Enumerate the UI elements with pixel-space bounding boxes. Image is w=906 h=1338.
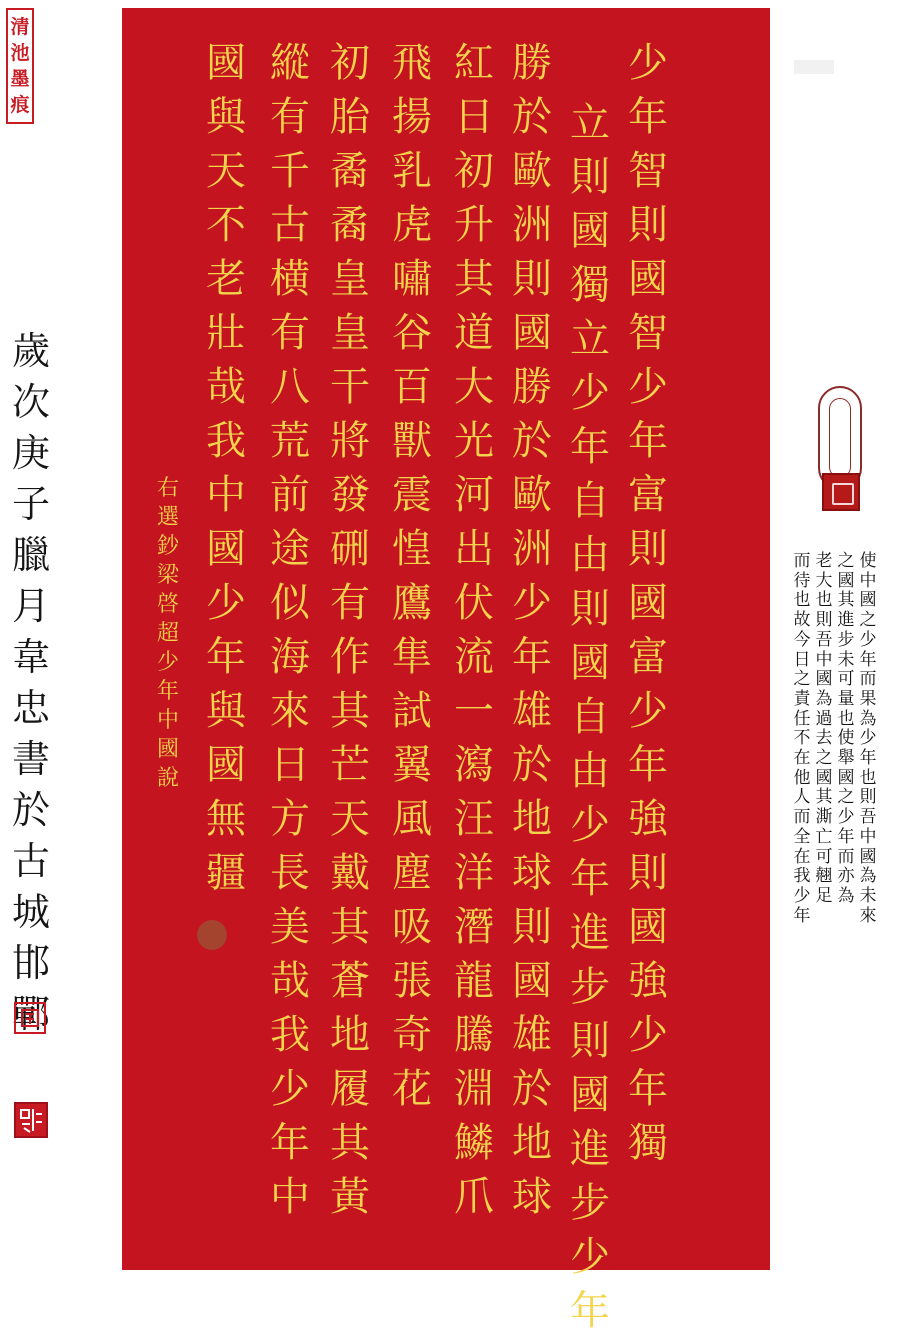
signature-character: 次 (11, 380, 50, 424)
verse-character: 不 (206, 202, 246, 248)
side-inscription-column (858, 552, 878, 926)
name-seal-upper (14, 1002, 46, 1034)
verse-character: 一 (454, 688, 494, 734)
side-character: 未 (859, 885, 877, 906)
verse-character: 其 (454, 256, 494, 302)
verse-character: 少 (628, 688, 668, 734)
side-character: 而 (793, 807, 811, 828)
square-seal (822, 473, 860, 511)
verse-character: 揚 (392, 94, 432, 140)
verse-character: 谷 (392, 310, 432, 356)
verse-character: 勝 (512, 364, 552, 410)
side-character: 責 (793, 688, 811, 709)
verse-character: 矞 (330, 148, 370, 194)
verse-character: 年 (628, 742, 668, 788)
verse-character: 由 (570, 532, 610, 578)
verse-character: 震 (392, 472, 432, 518)
verse-character: 步 (570, 964, 610, 1010)
round-seal (197, 920, 227, 950)
side-character: 為 (815, 688, 833, 709)
note-character: 國 (156, 737, 179, 762)
verse-character: 則 (628, 526, 668, 572)
verse-character: 則 (628, 202, 668, 248)
verse-character: 富 (628, 634, 668, 680)
verse-character: 有 (330, 580, 370, 626)
verse-character: 吸 (392, 904, 432, 950)
verse-character: 進 (570, 910, 610, 956)
source-note (154, 474, 182, 793)
side-character: 之 (815, 748, 833, 769)
verse-character: 淵 (454, 1066, 494, 1112)
verse-character: 雄 (512, 1012, 552, 1058)
signature-character: 忠 (11, 686, 50, 730)
verse-character: 地 (512, 796, 552, 842)
verse-character: 潛 (454, 904, 494, 950)
verse-character: 地 (512, 1120, 552, 1166)
note-character: 中 (156, 708, 179, 733)
verse-character: 中 (270, 1174, 310, 1220)
verse-character: 少 (512, 580, 552, 626)
verse-character: 步 (570, 1180, 610, 1226)
side-character: 老 (815, 551, 833, 571)
side-character: 量 (837, 688, 855, 709)
verse-character: 少 (570, 802, 610, 848)
verse-character: 隼 (392, 634, 432, 680)
verse-character: 勝 (512, 40, 552, 86)
verse-character: 則 (628, 850, 668, 896)
verse-character: 海 (270, 634, 310, 680)
side-character: 待 (793, 570, 811, 591)
verse-character: 我 (206, 418, 246, 464)
verse-character: 千 (270, 148, 310, 194)
side-character: 年 (793, 905, 811, 926)
verse-character: 張 (392, 958, 432, 1004)
verse-character: 壯 (206, 310, 246, 356)
verse-character: 國 (570, 208, 610, 254)
note-character: 右 (156, 476, 179, 501)
side-character: 他 (793, 767, 811, 788)
verse-character: 道 (454, 310, 494, 356)
signature-character: 韋 (11, 635, 50, 679)
side-character: 進 (837, 610, 855, 631)
note-character: 選 (156, 505, 179, 530)
side-character: 不 (793, 728, 811, 749)
verse-character: 流 (454, 634, 494, 680)
verse-character: 強 (628, 958, 668, 1004)
side-character: 之 (837, 551, 855, 571)
verse-character: 風 (392, 796, 432, 842)
verse-character: 獸 (392, 418, 432, 464)
side-character: 中 (859, 826, 877, 847)
verse-character: 黃 (330, 1174, 370, 1220)
verse-character: 年 (570, 1288, 610, 1334)
verse-character: 蒼 (330, 958, 370, 1004)
verse-character: 少 (206, 580, 246, 626)
side-character: 年 (859, 649, 877, 670)
note-character: 超 (156, 621, 179, 646)
side-character: 足 (815, 885, 833, 906)
verse-character: 硎 (330, 526, 370, 572)
note-character: 少 (156, 650, 179, 675)
verse-character: 方 (270, 796, 310, 842)
side-character: 而 (793, 551, 811, 571)
verse-character: 途 (270, 526, 310, 572)
verse-character: 試 (392, 688, 432, 734)
verse-character: 少 (628, 40, 668, 86)
verse-character: 於 (512, 94, 552, 140)
verse-column (388, 36, 436, 1116)
verse-character: 龍 (454, 958, 494, 1004)
side-character: 未 (837, 649, 855, 670)
verse-character: 乳 (392, 148, 432, 194)
signature-character: 於 (11, 788, 50, 832)
verse-character: 塵 (392, 850, 432, 896)
verse-character: 光 (454, 418, 494, 464)
verse-character: 國 (206, 40, 246, 86)
verse-character: 獨 (628, 1120, 668, 1166)
seal-character: 池 (10, 42, 30, 64)
verse-character: 富 (628, 472, 668, 518)
verse-character: 騰 (454, 1012, 494, 1058)
verse-character: 飛 (392, 40, 432, 86)
seal-glyph-icon (16, 1104, 46, 1136)
side-character: 國 (837, 767, 855, 788)
scan-artifact (794, 60, 834, 74)
verse-character: 翼 (392, 742, 432, 788)
verse-character: 前 (270, 472, 310, 518)
side-character: 則 (815, 610, 833, 631)
side-character: 之 (837, 787, 855, 808)
side-inscription-column (836, 552, 856, 907)
signature-character: 古 (11, 839, 50, 883)
verse-character: 有 (270, 94, 310, 140)
verse-character: 國 (206, 742, 246, 788)
verse-character: 汪 (454, 796, 494, 842)
side-character: 吾 (859, 807, 877, 828)
verse-character: 則 (570, 154, 610, 200)
seal-character: 痕 (10, 94, 30, 116)
side-character: 舉 (837, 748, 855, 769)
verse-character: 國 (628, 580, 668, 626)
verse-character: 惶 (392, 526, 432, 572)
verse-character: 有 (270, 310, 310, 356)
verse-character: 初 (454, 148, 494, 194)
verse-character: 爪 (454, 1174, 494, 1220)
verse-character: 縱 (270, 40, 310, 86)
verse-character: 其 (330, 688, 370, 734)
side-character: 年 (837, 826, 855, 847)
side-character: 使 (859, 551, 877, 571)
verse-character: 將 (330, 418, 370, 464)
verse-character: 少 (570, 370, 610, 416)
verse-character: 國 (512, 958, 552, 1004)
side-character: 國 (815, 767, 833, 788)
side-character: 過 (815, 708, 833, 729)
verse-character: 出 (454, 526, 494, 572)
name-seal-lower (14, 1102, 48, 1138)
verse-character: 自 (570, 694, 610, 740)
verse-character: 國 (570, 640, 610, 686)
side-character: 其 (815, 787, 833, 808)
verse-character: 疆 (206, 850, 246, 896)
verse-character: 國 (206, 526, 246, 572)
side-character: 為 (859, 866, 877, 887)
verse-character: 歐 (512, 148, 552, 194)
note-character: 啓 (156, 592, 179, 617)
side-character: 澌 (815, 807, 833, 828)
side-character: 則 (859, 787, 877, 808)
verse-character: 則 (570, 586, 610, 632)
note-character: 梁 (156, 563, 179, 588)
side-character: 亡 (815, 826, 833, 847)
signature-character: 城 (11, 890, 50, 934)
side-character: 少 (859, 728, 877, 749)
verse-character: 球 (512, 850, 552, 896)
verse-character: 百 (392, 364, 432, 410)
side-character: 可 (837, 669, 855, 690)
side-character: 果 (859, 688, 877, 709)
verse-character: 無 (206, 796, 246, 842)
verse-character: 年 (628, 94, 668, 140)
verse-character: 干 (330, 364, 370, 410)
side-character: 故 (793, 610, 811, 631)
verse-character: 皇 (330, 310, 370, 356)
side-character: 在 (793, 748, 811, 769)
side-character: 為 (859, 708, 877, 729)
side-character: 全 (793, 826, 811, 847)
verse-character: 年 (570, 856, 610, 902)
verse-character: 鷹 (392, 580, 432, 626)
side-character: 少 (793, 885, 811, 906)
side-character: 也 (837, 708, 855, 729)
signature-character: 庚 (11, 431, 50, 475)
verse-character: 由 (570, 748, 610, 794)
side-character: 我 (793, 866, 811, 887)
side-character: 年 (859, 748, 877, 769)
signature-character: 書 (11, 737, 50, 781)
verse-character: 洲 (512, 526, 552, 572)
verse-character: 升 (454, 202, 494, 248)
verse-character: 瀉 (454, 742, 494, 788)
side-character: 國 (815, 669, 833, 690)
verse-character: 國 (570, 1072, 610, 1118)
verse-character: 立 (570, 316, 610, 362)
side-inscription-column (814, 552, 834, 907)
side-character: 為 (837, 885, 855, 906)
verse-character: 國 (628, 256, 668, 302)
note-character: 鈔 (156, 534, 179, 559)
verse-character: 則 (512, 256, 552, 302)
verse-character: 少 (570, 1234, 610, 1280)
signature-character: 邯 (11, 941, 50, 985)
verse-character: 花 (392, 1066, 432, 1112)
verse-column (266, 36, 314, 1224)
side-character: 中 (815, 649, 833, 670)
verse-character: 年 (512, 634, 552, 680)
side-character: 在 (793, 846, 811, 867)
verse-character: 胎 (330, 94, 370, 140)
verse-character: 與 (206, 688, 246, 734)
side-character: 亦 (837, 866, 855, 887)
verse-character: 於 (512, 418, 552, 464)
side-character: 中 (859, 570, 877, 591)
verse-character: 歐 (512, 472, 552, 518)
verse-character: 年 (206, 634, 246, 680)
verse-column (326, 36, 374, 1224)
verse-character: 智 (628, 310, 668, 356)
verse-character: 皇 (330, 256, 370, 302)
seal-glyph-icon (19, 1007, 41, 1029)
verse-character: 少 (628, 364, 668, 410)
verse-character: 其 (330, 904, 370, 950)
verse-character: 芒 (330, 742, 370, 788)
verse-column (566, 96, 614, 1338)
side-character: 而 (837, 846, 855, 867)
verse-character: 天 (206, 148, 246, 194)
signature-character: 子 (11, 482, 50, 526)
side-character: 而 (859, 669, 877, 690)
verse-character: 來 (270, 688, 310, 734)
verse-character: 年 (570, 424, 610, 470)
side-character: 大 (815, 570, 833, 591)
verse-character: 美 (270, 904, 310, 950)
side-inscription-column (792, 552, 812, 926)
verse-character: 洲 (512, 202, 552, 248)
verse-character: 國 (512, 310, 552, 356)
verse-character: 國 (628, 904, 668, 950)
verse-character: 地 (330, 1012, 370, 1058)
verse-column (450, 36, 498, 1224)
verse-character: 天 (330, 796, 370, 842)
seal-character: 清 (10, 16, 30, 38)
verse-character: 立 (570, 100, 610, 146)
verse-character: 哉 (270, 958, 310, 1004)
side-character: 也 (793, 590, 811, 611)
side-character: 國 (859, 846, 877, 867)
side-character: 少 (837, 807, 855, 828)
verse-character: 少 (270, 1066, 310, 1112)
verse-character: 少 (628, 1012, 668, 1058)
side-character: 可 (815, 846, 833, 867)
verse-character: 其 (330, 1120, 370, 1166)
signature-character: 鄲 (11, 992, 50, 1036)
seal-tag-top-left (6, 8, 34, 124)
verse-character: 作 (330, 634, 370, 680)
verse-character: 日 (454, 94, 494, 140)
verse-character: 日 (270, 742, 310, 788)
signature-character: 臘 (11, 533, 50, 577)
side-character: 也 (859, 767, 877, 788)
signature-character: 歲 (11, 329, 50, 373)
verse-character: 球 (512, 1174, 552, 1220)
verse-character: 發 (330, 472, 370, 518)
verse-character: 雄 (512, 688, 552, 734)
verse-character: 似 (270, 580, 310, 626)
verse-character: 荒 (270, 418, 310, 464)
verse-character: 奇 (392, 1012, 432, 1058)
side-character: 也 (815, 590, 833, 611)
verse-character: 獨 (570, 262, 610, 308)
verse-character: 則 (512, 904, 552, 950)
note-character: 年 (156, 679, 179, 704)
verse-character: 老 (206, 256, 246, 302)
verse-character: 大 (454, 364, 494, 410)
side-character: 其 (837, 590, 855, 611)
verse-character: 河 (454, 472, 494, 518)
verse-column (508, 36, 556, 1224)
verse-character: 履 (330, 1066, 370, 1112)
verse-character: 強 (628, 796, 668, 842)
verse-character: 矞 (330, 202, 370, 248)
side-character: 之 (793, 669, 811, 690)
signature-character: 月 (11, 584, 50, 628)
side-character: 國 (859, 590, 877, 611)
side-character: 日 (793, 649, 811, 670)
verse-character: 年 (628, 1066, 668, 1112)
verse-character: 虎 (392, 202, 432, 248)
seal-character: 墨 (10, 68, 30, 90)
verse-character: 年 (270, 1120, 310, 1166)
verse-character: 與 (206, 94, 246, 140)
verse-character: 古 (270, 202, 310, 248)
note-character: 說 (156, 766, 179, 791)
side-character: 任 (793, 708, 811, 729)
verse-character: 八 (270, 364, 310, 410)
verse-character: 我 (270, 1012, 310, 1058)
verse-character: 紅 (454, 40, 494, 86)
side-character: 少 (859, 629, 877, 650)
verse-character: 智 (628, 148, 668, 194)
verse-character: 於 (512, 742, 552, 788)
verse-character: 中 (206, 472, 246, 518)
verse-column (624, 36, 672, 1170)
side-character: 步 (837, 629, 855, 650)
verse-column (202, 36, 250, 900)
verse-character: 伏 (454, 580, 494, 626)
verse-character: 於 (512, 1066, 552, 1112)
verse-character: 年 (628, 418, 668, 464)
side-character: 翹 (815, 866, 833, 887)
side-character: 吾 (815, 629, 833, 650)
verse-character: 進 (570, 1126, 610, 1172)
verse-character: 長 (270, 850, 310, 896)
verse-character: 初 (330, 40, 370, 86)
side-character: 國 (837, 570, 855, 591)
signature-inscription (8, 326, 54, 1040)
side-character: 來 (859, 905, 877, 926)
verse-character: 自 (570, 478, 610, 524)
verse-character: 哉 (206, 364, 246, 410)
verse-character: 洋 (454, 850, 494, 896)
side-character: 使 (837, 728, 855, 749)
side-character: 人 (793, 787, 811, 808)
side-character: 今 (793, 629, 811, 650)
side-character: 去 (815, 728, 833, 749)
verse-character: 戴 (330, 850, 370, 896)
verse-character: 則 (570, 1018, 610, 1064)
side-character: 之 (859, 610, 877, 631)
verse-character: 横 (270, 256, 310, 302)
verse-character: 鱗 (454, 1120, 494, 1166)
verse-character: 嘯 (392, 256, 432, 302)
